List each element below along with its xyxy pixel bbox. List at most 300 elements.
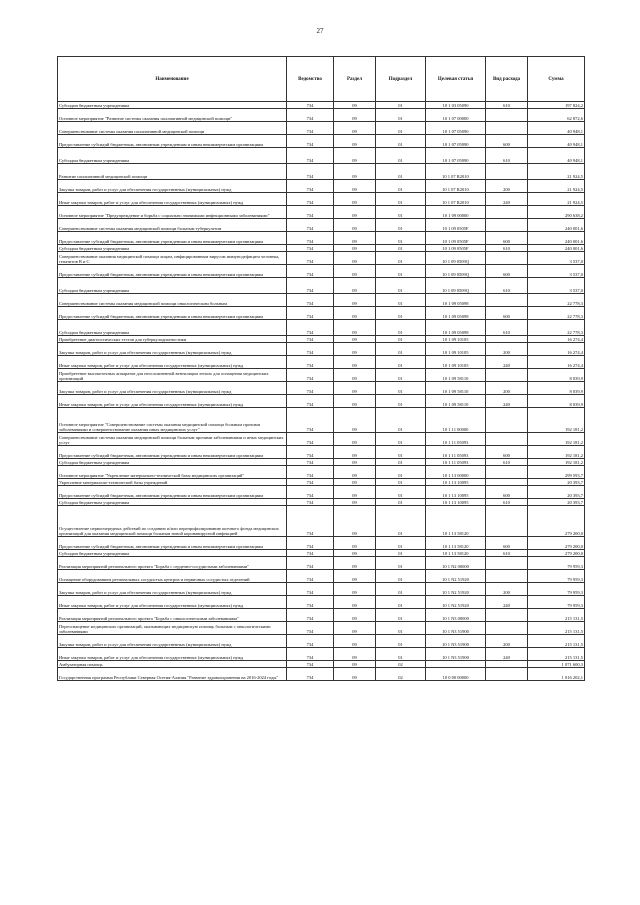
row-target-article: 10 1 N3 51900 [426,622,486,635]
row-subsection: 01 [376,219,426,232]
row-subsection: 01 [376,570,426,583]
table-row [58,320,585,336]
row-subsection: 02 [376,668,426,681]
row-target-article: 10 1 13 10095 [426,499,486,506]
row-name: Иные закупки товаров, работ и услуг для обеспечения государственных (муниципальных) нужд [58,648,287,661]
header-section: Раздел [334,57,376,102]
row-target-article: 10 1 13 58120 [426,506,486,537]
row-name: Закупка товаров, работ и услуг для обеспечения государственных (муниципальных) нужд [58,180,287,193]
row-section: 09 [334,382,376,395]
row-section: 09 [334,245,376,252]
row-subsection: 01 [376,265,426,278]
table-row [58,102,585,109]
row-name: Иные закупки товаров, работ и услуг для обеспечения государственных (муниципальных) нужд [58,395,287,408]
row-sum: 215 131,5 [528,635,585,648]
row-subsection: 01 [376,537,426,550]
table-row [58,596,585,609]
row-name: Государственная программа Республики Северная Осетия-Алания "Развитие здравоохранения на 2016-2024 годы" [58,668,287,681]
row-expense-type: 600 [486,232,528,245]
row-name: Основное мероприятие "Укрепление материально-технической базы медицинских организаций" [58,466,287,479]
row-sum: 22 778,3 [528,307,585,320]
table-row [58,506,585,537]
row-subsection: 01 [376,583,426,596]
row-target-article: 10 1 13 00000 [426,466,486,479]
row-name: Иные закупки товаров, работ и услуг для обеспечения государственных (муниципальных) нужд [58,596,287,609]
budget-table [57,56,585,681]
row-target-article: 10 1 07 05090 [426,148,486,164]
row-expense-type [486,506,528,537]
row-expense-type [486,294,528,307]
table-row [58,109,585,122]
row-target-article [426,661,486,668]
row-name: Основное мероприятие "Совершенствование системы оказания медицинской помощи больным прочими заболеваниями и совершенствование оказания иных медицинских услуг" [58,408,287,433]
row-expense-type [486,622,528,635]
row-department: 734 [287,506,334,537]
row-section: 09 [334,557,376,570]
table-row [58,369,585,382]
row-department: 734 [287,343,334,356]
row-sum: 21 924,5 [528,193,585,206]
row-department: 734 [287,459,334,466]
row-target-article: 10 1 09 0505F [426,219,486,232]
row-name: Основное мероприятие "Предупреждение и борьба с социально значимыми инфекционными заболеваниями" [58,206,287,219]
row-subsection: 01 [376,232,426,245]
row-department: 734 [287,265,334,278]
row-target-article: 10 1 09 0509Q [426,278,486,294]
row-section: 09 [334,499,376,506]
row-expense-type: 610 [486,102,528,109]
row-subsection: 01 [376,506,426,537]
header-target-article: Целевая статья [426,57,486,102]
row-name: Иные закупки товаров, работ и услуг для обеспечения государственных (муниципальных) нужд [58,356,287,369]
table-row [58,232,585,245]
row-department: 734 [287,307,334,320]
row-section: 09 [334,164,376,180]
row-expense-type: 600 [486,537,528,550]
row-subsection: 01 [376,550,426,557]
row-target-article: 10 1 13 10095 [426,486,486,499]
row-section: 09 [334,661,376,668]
row-expense-type: 200 [486,583,528,596]
table-row [58,550,585,557]
row-section: 09 [334,232,376,245]
row-target-article: 10 1 09 0509Q [426,265,486,278]
row-name: Основное мероприятие "Развитие системы оказания паллиативной медицинской помощи" [58,109,287,122]
row-sum: 8 039,9 [528,382,585,395]
row-sum: 240 001,6 [528,219,585,232]
row-expense-type [486,466,528,479]
row-section: 09 [334,369,376,382]
row-target-article: 10 1 09 0505F [426,245,486,252]
row-target-article: 10 1 07 05090 [426,122,486,135]
row-target-article: 10 1 N2 51920 [426,570,486,583]
row-name: Осуществление первоочередных действий по созданию и/или перепрофилированию коечного фонда медицинских организаций для оказания медицинской помощи больным новой коронавирусной инфекцией [58,506,287,537]
row-section: 09 [334,135,376,148]
row-subsection: 01 [376,382,426,395]
row-sum: 22 778,3 [528,294,585,307]
row-subsection: 01 [376,446,426,459]
row-section: 09 [334,320,376,336]
row-subsection: 01 [376,622,426,635]
row-department: 734 [287,408,334,433]
row-expense-type [486,433,528,446]
row-sum: 192 181,2 [528,459,585,466]
row-expense-type [486,408,528,433]
table-row [58,609,585,622]
row-name: Совершенствование системы оказания медицинской помощи онкологическим больным [58,294,287,307]
row-section: 09 [334,180,376,193]
header-department: Ведомство [287,57,334,102]
row-name: Субсидии бюджетным учреждениям [58,499,287,506]
row-target-article: 10 1 09 58110 [426,369,486,382]
row-subsection: 01 [376,148,426,164]
row-section: 09 [334,648,376,661]
row-section: 09 [334,466,376,479]
row-subsection: 01 [376,557,426,570]
row-section: 09 [334,537,376,550]
row-name: Субсидии бюджетным учреждениям [58,102,287,109]
row-section: 09 [334,278,376,294]
row-target-article: 10 1 09 05098 [426,320,486,336]
row-subsection: 01 [376,336,426,343]
row-section: 09 [334,583,376,596]
row-department: 734 [287,102,334,109]
row-department: 734 [287,466,334,479]
row-section: 09 [334,550,376,557]
row-target-article: 10 1 07 R2010 [426,193,486,206]
table-row [58,433,585,446]
row-department: 734 [287,135,334,148]
table-row [58,278,585,294]
row-target-article: 10 1 N3 00000 [426,609,486,622]
row-target-article: 10 1 N3 51900 [426,635,486,648]
row-name: Предоставление субсидий бюджетным, автономным учреждениям и иным некоммерческим организациям [58,486,287,499]
row-section: 09 [334,622,376,635]
row-sum: 299 593,7 [528,466,585,479]
row-target-article: 10 1 11 00000 [426,408,486,433]
row-department: 734 [287,252,334,265]
row-department: 734 [287,661,334,668]
row-department: 734 [287,369,334,382]
row-sum: 20 393,7 [528,499,585,506]
row-sum: 16 274,4 [528,356,585,369]
row-department: 734 [287,479,334,486]
row-section: 09 [334,486,376,499]
row-subsection: 01 [376,109,426,122]
row-section: 09 [334,122,376,135]
row-subsection: 01 [376,164,426,180]
table-row [58,122,585,135]
row-sum: 79 959,3 [528,557,585,570]
row-name: Совершенствование системы оказания паллиативной медицинской помощи [58,122,287,135]
row-name: Предоставление субсидий бюджетным, автономным учреждениям и иным некоммерческим организациям [58,537,287,550]
row-name: Приобретение высокоточных аппаратов для неосложненной вентиляции легких для оснащения медицинских организаций [58,369,287,382]
row-subsection: 01 [376,459,426,466]
row-name: Совершенствование системы оказания медицинской помощи больным туберкулезом [58,219,287,232]
table-row [58,446,585,459]
row-section: 09 [334,635,376,648]
row-expense-type [486,219,528,232]
table-row [58,459,585,466]
table-row [58,395,585,408]
row-target-article: 10 1 13 58120 [426,537,486,550]
row-department: 734 [287,382,334,395]
row-target-article: 10 1 09 00000 [426,206,486,219]
row-department: 734 [287,557,334,570]
row-section: 09 [334,109,376,122]
row-target-article: 10 1 13 58120 [426,550,486,557]
row-department: 734 [287,148,334,164]
row-name: Укрепление материально-технической базы учреждений [58,479,287,486]
row-sum: 3 537,0 [528,252,585,265]
row-department: 734 [287,356,334,369]
row-section: 09 [334,570,376,583]
row-department: 734 [287,537,334,550]
table-row [58,635,585,648]
row-subsection: 01 [376,356,426,369]
row-department: 734 [287,320,334,336]
row-target-article: 10 1 09 0509Q [426,252,486,265]
row-section: 09 [334,102,376,109]
row-sum: 279 200,0 [528,506,585,537]
row-name: Закупка товаров, работ и услуг для обеспечения государственных (муниципальных) нужд [58,583,287,596]
row-sum: 40 948,1 [528,122,585,135]
row-subsection: 01 [376,278,426,294]
row-department: 734 [287,668,334,681]
row-target-article: 10 1 09 0505F [426,232,486,245]
row-department: 734 [287,486,334,499]
row-department: 734 [287,109,334,122]
row-sum: 197 824,2 [528,102,585,109]
row-name: Предоставление субсидий бюджетным, автономным учреждениям и иным некоммерческим организациям [58,232,287,245]
table-row [58,408,585,433]
row-department: 734 [287,596,334,609]
row-subsection: 01 [376,609,426,622]
table-row [58,583,585,596]
row-expense-type [486,668,528,681]
row-subsection: 01 [376,648,426,661]
table-row [58,252,585,265]
row-target-article: 10 1 N2 51920 [426,583,486,596]
table-row [58,193,585,206]
row-name: Субсидии бюджетным учреждениям [58,278,287,294]
row-department: 734 [287,180,334,193]
table-row [58,570,585,583]
row-department: 734 [287,550,334,557]
table-row [58,294,585,307]
row-expense-type [486,252,528,265]
row-subsection: 01 [376,122,426,135]
row-name: Субсидии бюджетным учреждениям [58,320,287,336]
row-department: 734 [287,570,334,583]
row-expense-type [486,369,528,382]
row-sum: 21 924,5 [528,164,585,180]
row-expense-type: 240 [486,648,528,661]
row-sum: 1 071 600,3 [528,661,585,668]
row-section: 09 [334,446,376,459]
row-name: Субсидии бюджетным учреждениям [58,459,287,466]
row-expense-type: 200 [486,382,528,395]
table-row [58,537,585,550]
row-department: 734 [287,336,334,343]
row-subsection: 01 [376,294,426,307]
row-name: Амбулаторная помощь [58,661,287,668]
row-department: 734 [287,499,334,506]
row-expense-type: 600 [486,265,528,278]
row-expense-type: 240 [486,395,528,408]
header-expense-type: Вид расхода [486,57,528,102]
row-subsection: 01 [376,635,426,648]
row-section: 09 [334,252,376,265]
table-row [58,164,585,180]
row-sum: 40 948,1 [528,148,585,164]
row-subsection: 01 [376,206,426,219]
row-name: Субсидии бюджетным учреждениям [58,245,287,252]
row-section: 09 [334,336,376,343]
row-subsection: 01 [376,466,426,479]
row-expense-type [486,336,528,343]
row-expense-type: 200 [486,343,528,356]
row-target-article: 10 1 N3 51900 [426,648,486,661]
row-sum: 20 393,7 [528,479,585,486]
row-section: 09 [334,307,376,320]
row-name: Приобретение диагностических тестов для туберкулодиагностики [58,336,287,343]
row-subsection: 01 [376,408,426,433]
table-row [58,668,585,681]
row-section: 09 [334,193,376,206]
row-department: 734 [287,164,334,180]
row-sum: 290 638,2 [528,206,585,219]
table-row [58,219,585,232]
row-sum: 62 872,6 [528,109,585,122]
row-name: Субсидии бюджетным учреждениям [58,550,287,557]
row-target-article: 10 1 13 10095 [426,479,486,486]
row-subsection: 01 [376,245,426,252]
row-name: Субсидии бюджетным учреждениям [58,148,287,164]
row-expense-type: 240 [486,193,528,206]
row-subsection: 01 [376,486,426,499]
row-name: Иные закупки товаров, работ и услуг для обеспечения государственных (муниципальных) нужд [58,193,287,206]
table-row [58,648,585,661]
table-row [58,135,585,148]
row-department: 734 [287,635,334,648]
row-department: 734 [287,583,334,596]
row-target-article: 10 1 11 05093 [426,433,486,446]
row-section: 09 [334,219,376,232]
row-name: Реализация мероприятий регионального проекта "Борьба с сердечно-сосудистыми заболеваниями" [58,557,287,570]
row-target-article: 10 1 11 05093 [426,459,486,466]
row-target-article: 10 1 N2 00000 [426,557,486,570]
row-department: 734 [287,609,334,622]
row-subsection: 01 [376,252,426,265]
row-expense-type [486,661,528,668]
row-expense-type: 610 [486,550,528,557]
table-row [58,486,585,499]
row-name: Переоснащение медицинских организаций, оказывающих медицинскую помощь больным с онкологическими заболеваниями [58,622,287,635]
row-expense-type: 240 [486,596,528,609]
row-section: 09 [334,343,376,356]
row-subsection: 01 [376,596,426,609]
row-expense-type [486,609,528,622]
row-section: 09 [334,668,376,681]
row-name: Закупка товаров, работ и услуг для обеспечения государственных (муниципальных) нужд [58,635,287,648]
row-target-article: 10 1 09 05098 [426,294,486,307]
row-subsection: 01 [376,499,426,506]
row-sum: 20 393,7 [528,486,585,499]
row-target-article: 10 1 09 10105 [426,336,486,343]
row-department: 734 [287,648,334,661]
row-sum: 215 131,5 [528,622,585,635]
row-expense-type: 600 [486,486,528,499]
row-name: Предоставление субсидий бюджетным, автономным учреждениям и иным некоммерческим организациям [58,307,287,320]
row-expense-type [486,164,528,180]
row-sum: 3 537,0 [528,265,585,278]
row-target-article: 10 1 07 00000 [426,109,486,122]
row-expense-type: 610 [486,459,528,466]
row-department: 734 [287,122,334,135]
row-sum: 240 001,6 [528,245,585,252]
table-row [58,661,585,668]
row-sum: 16 274,4 [528,336,585,343]
row-name: Закупка товаров, работ и услуг для обеспечения государственных (муниципальных) нужд [58,382,287,395]
row-section: 09 [334,459,376,466]
row-sum: 79 959,3 [528,596,585,609]
row-section: 09 [334,294,376,307]
row-expense-type: 610 [486,278,528,294]
table-row [58,245,585,252]
row-department: 734 [287,193,334,206]
row-sum: 22 778,3 [528,320,585,336]
row-department: 734 [287,245,334,252]
row-section: 09 [334,395,376,408]
table-row [58,148,585,164]
row-subsection: 01 [376,433,426,446]
row-target-article: 10 1 09 58110 [426,395,486,408]
table-row [58,180,585,193]
row-sum: 192 181,2 [528,433,585,446]
row-subsection: 01 [376,135,426,148]
table-row [58,499,585,506]
row-target-article: 10 1 N2 51920 [426,596,486,609]
row-department: 734 [287,446,334,459]
row-name: Оснащение оборудованием региональных сосудистых центров и первичных сосудистых отделений [58,570,287,583]
table-row [58,206,585,219]
row-name: Предоставление субсидий бюджетным, автономным учреждениям и иным некоммерческим организациям [58,135,287,148]
table-row [58,466,585,479]
row-department: 734 [287,395,334,408]
row-expense-type [486,479,528,486]
row-name: Реализация мероприятий регионального проекта "Борьба с онкологическими заболеваниями" [58,609,287,622]
row-sum: 79 959,3 [528,570,585,583]
row-sum: 21 924,5 [528,180,585,193]
row-subsection: 01 [376,369,426,382]
row-target-article: 10 1 09 10105 [426,356,486,369]
header-name: Наименование [58,57,287,102]
row-expense-type: 610 [486,320,528,336]
table-row [58,557,585,570]
row-target-article: 10 0 00 00000 [426,668,486,681]
row-department: 734 [287,622,334,635]
row-target-article: 10 1 07 R2010 [426,180,486,193]
row-name: Закупка товаров, работ и услуг для обеспечения государственных (муниципальных) нужд [58,343,287,356]
row-section: 09 [334,356,376,369]
row-section: 09 [334,609,376,622]
row-target-article: 10 1 03 05090 [426,102,486,109]
table-row [58,479,585,486]
row-name: Совершенствование оказания медицинской помощи лицам, инфицированным вирусом иммунодефицита человека, гепатитов В и С [58,252,287,265]
row-section: 09 [334,265,376,278]
table-row [58,336,585,343]
